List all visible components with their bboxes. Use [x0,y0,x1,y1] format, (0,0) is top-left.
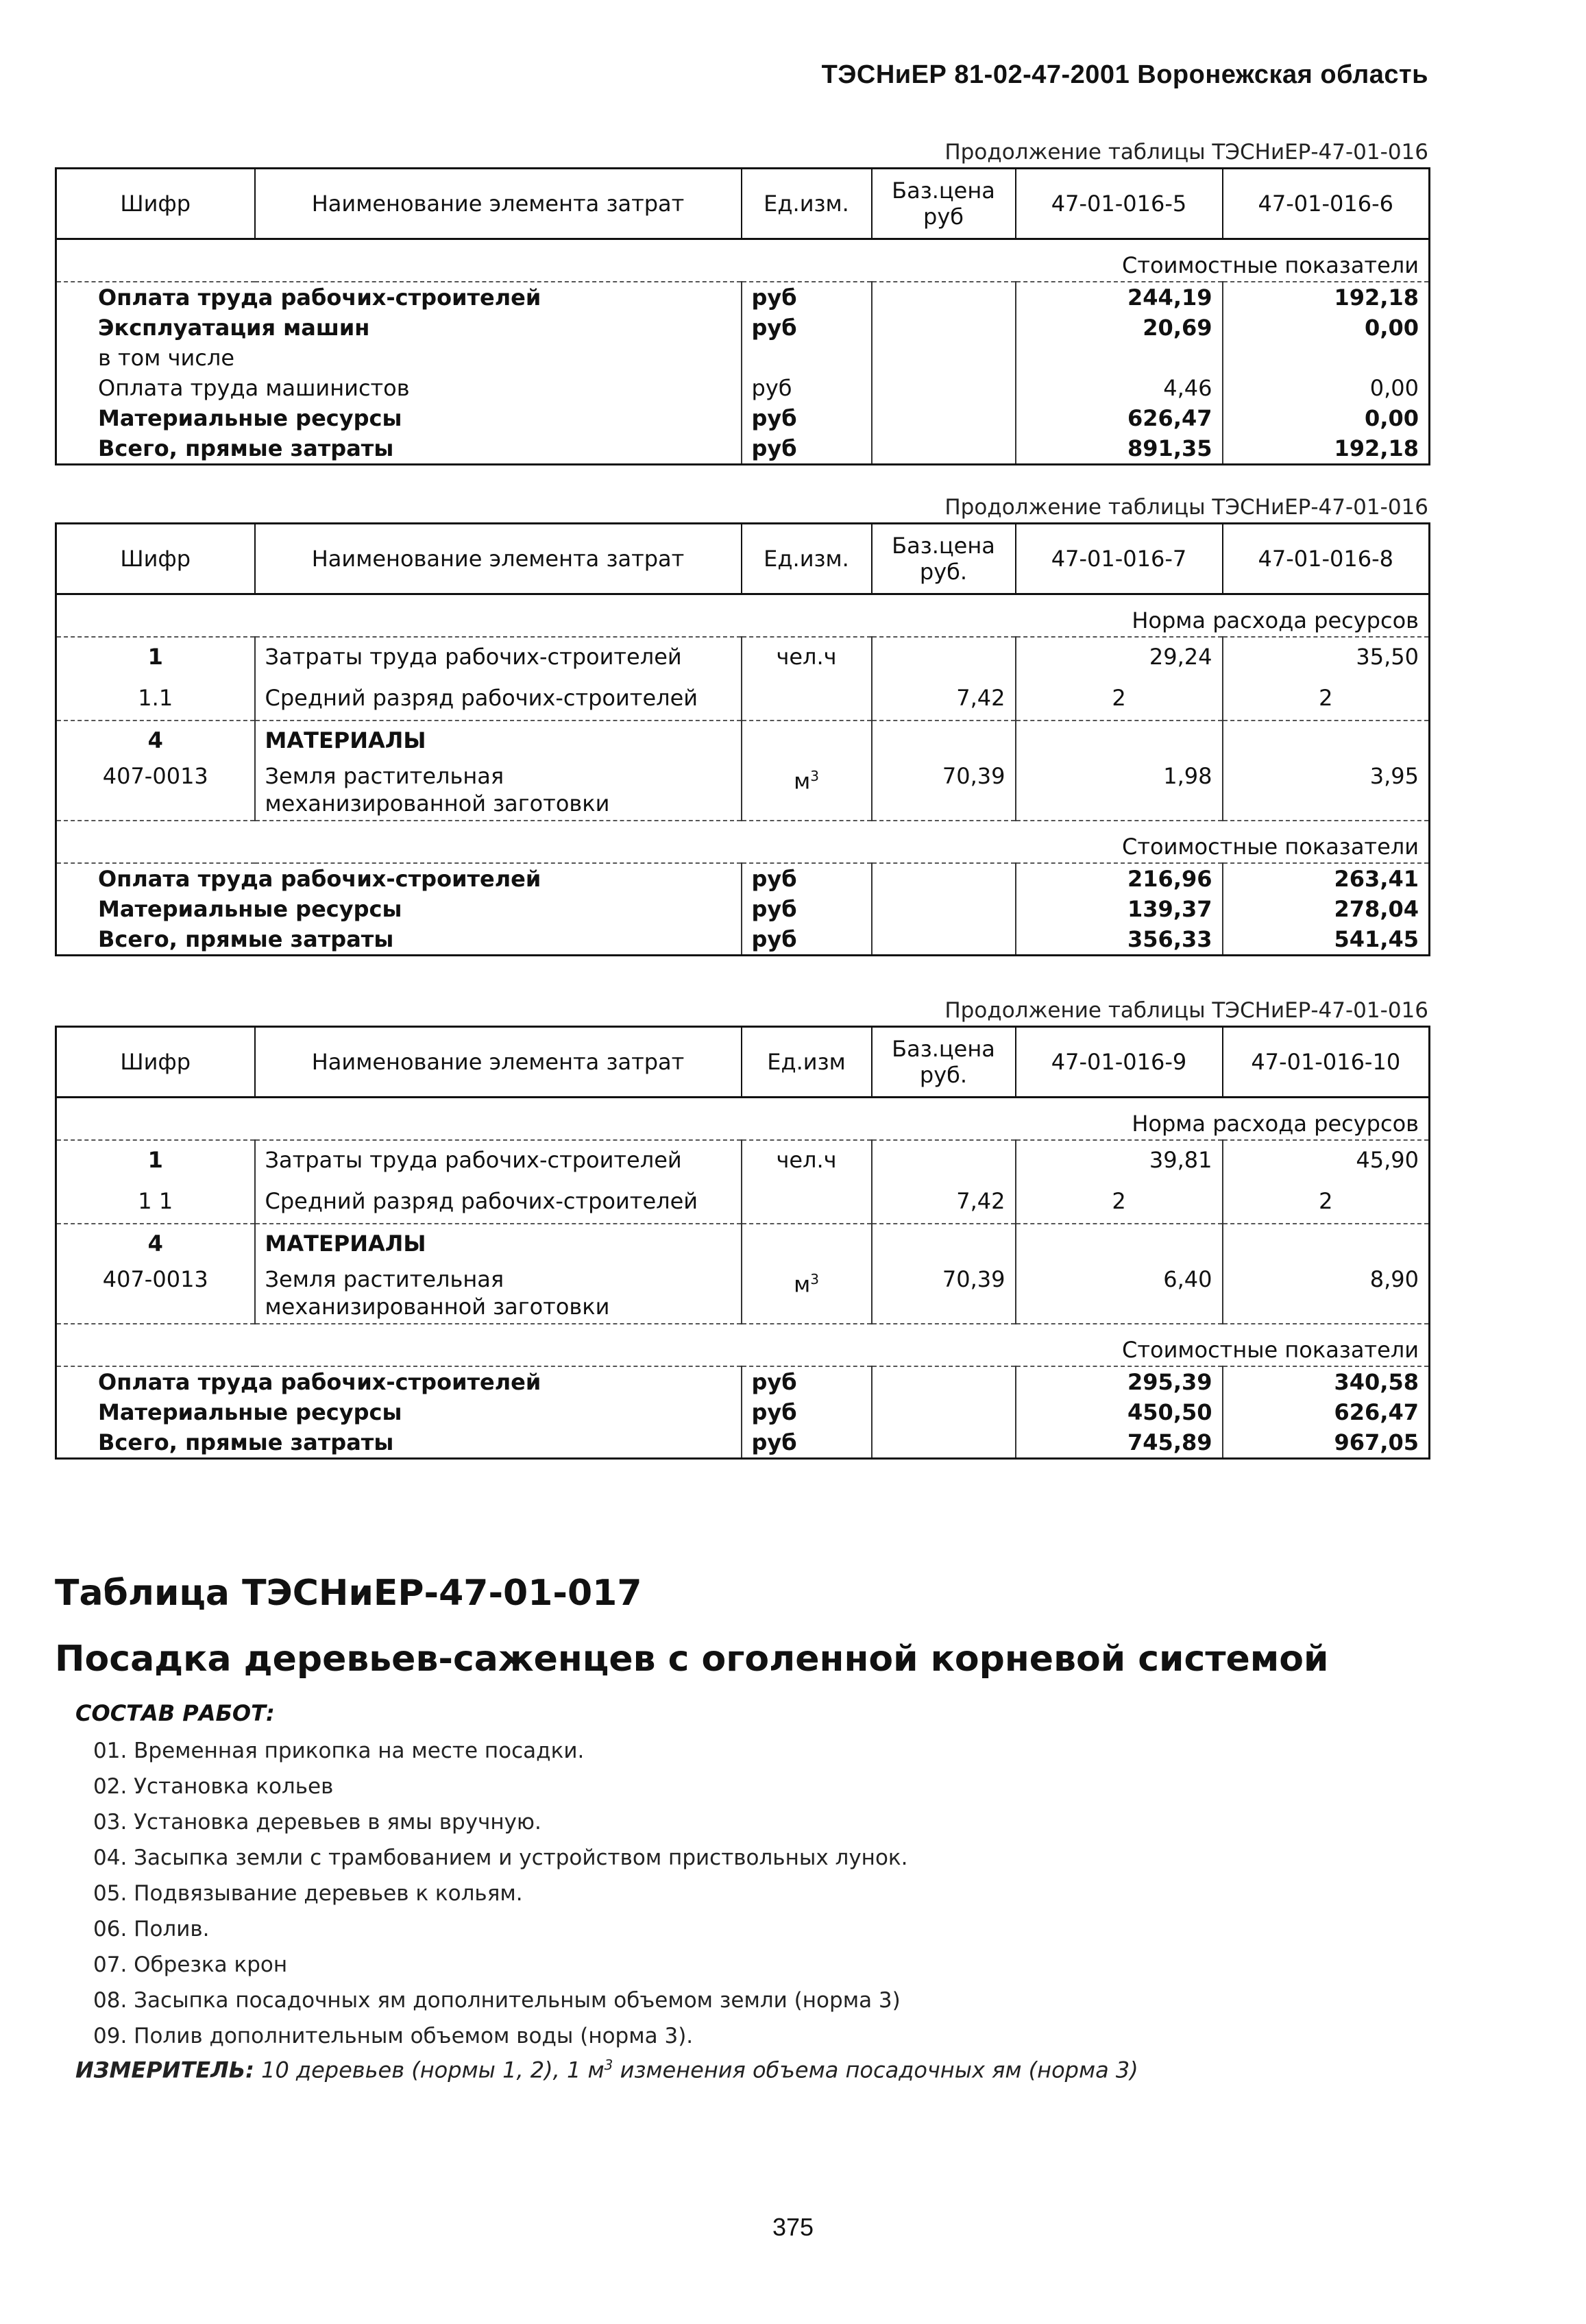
list-item: 07. Обрезка крон [93,1952,288,1977]
row-price [872,1224,1016,1266]
row-price [872,433,1016,465]
row-code: 407-0013 [56,762,255,821]
table [55,522,1430,956]
row-unit [742,679,872,721]
row-value-a [1016,721,1223,762]
section-label: Норма расхода ресурсов [56,594,1430,638]
unit-text: м [794,1271,811,1298]
row-unit: руб [742,1427,872,1459]
row-unit: руб [742,894,872,924]
row-value-a: 745,89 [1016,1427,1223,1459]
row-price [872,343,1016,373]
row-name: Оплата труда рабочих-строителей [56,1366,742,1397]
row-value-b: 541,45 [1223,924,1430,956]
col-header-code-b: 47-01-016-8 [1223,524,1430,594]
resource-table-016-7-8 [55,492,1428,956]
row-unit: руб [742,403,872,433]
row-unit: руб [742,1366,872,1397]
section-table-title: Таблица ТЭСНиЕР-47-01-017 [55,1573,642,1614]
table-row [56,762,1430,821]
list-item: 02. Установка кольев [93,1774,334,1799]
section-row-norm [56,1098,1430,1141]
row-price [872,373,1016,403]
table [55,167,1430,465]
row-price [872,863,1016,894]
col-header-unit: Ед.изм. [742,524,872,594]
row-value-a: 4,46 [1016,373,1223,403]
row-value-a: 1,98 [1016,762,1223,821]
works-heading: СОСТАВ РАБОТ: [75,1700,275,1726]
section-row-cost [56,239,1430,282]
row-value-a: 356,33 [1016,924,1223,956]
table-row [56,403,1430,433]
row-name: в том числе [56,343,742,373]
row-value-b: 0,00 [1223,313,1430,343]
row-unit: руб [742,863,872,894]
col-header-code: Шифр [56,1027,255,1098]
table-row [56,637,1430,679]
measurer-text-a: 10 деревьев (нормы 1, 2), 1 м [261,2057,605,2083]
row-price [872,637,1016,679]
row-name: Эксплуатация машин [56,313,742,343]
unit-text: м [794,768,811,795]
row-name: Оплата труда рабочих-строителей [56,282,742,313]
row-unit: руб [742,373,872,403]
row-value-a: 450,50 [1016,1397,1223,1427]
row-unit [742,1266,872,1324]
row-price [872,924,1016,956]
col-header-unit: Ед.изм [742,1027,872,1098]
col-header-name: Наименование элемента затрат [255,524,742,594]
row-value-a: 295,39 [1016,1366,1223,1397]
page-header: ТЭСНиЕР 81-02-47-2001 Воронежская область [821,60,1428,89]
row-name: Материальные ресурсы [56,1397,742,1427]
table-row [56,1182,1430,1224]
row-value-b: 45,90 [1223,1140,1430,1182]
row-value-a: 6,40 [1016,1266,1223,1324]
col-header-code-a: 47-01-016-5 [1016,169,1223,239]
list-item: 08. Засыпка посадочных ям дополнительным объемом земли (норма 3) [93,1988,901,2013]
table-row [56,1397,1430,1427]
table-caption: Продолжение таблицы ТЭСНиЕР-47-01-016 [944,140,1428,165]
row-unit: руб [742,313,872,343]
col-header-name: Наименование элемента затрат [255,1027,742,1098]
cost-table-016-5-6 [55,137,1428,465]
row-name: Оплата труда рабочих-строителей [56,863,742,894]
table-row [56,1224,1430,1266]
row-value-a: 626,47 [1016,403,1223,433]
row-name: МАТЕРИАЛЫ [255,721,742,762]
row-name: Оплата труда машинистов [56,373,742,403]
list-item: 01. Временная прикопка на месте посадки. [93,1739,585,1763]
table-row [56,313,1430,343]
table-header-row [56,169,1430,239]
list-item: 06. Полив. [93,1917,210,1941]
row-code: 4 [56,721,255,762]
row-unit [742,343,872,373]
row-unit [742,762,872,821]
col-header-code-b: 47-01-016-10 [1223,1027,1430,1098]
row-value-b [1223,721,1430,762]
col-header-code-a: 47-01-016-9 [1016,1027,1223,1098]
row-name: Затраты труда рабочих-строителей [255,1140,742,1182]
row-price [872,282,1016,313]
table-row [56,1427,1430,1459]
table-row [56,721,1430,762]
col-header-price: Баз.цена руб [872,169,1016,239]
row-value-a: 39,81 [1016,1140,1223,1182]
row-value-b: 3,95 [1223,762,1430,821]
unit-sup: 3 [810,768,819,784]
works-composition [75,1700,1446,2054]
row-value-a: 244,19 [1016,282,1223,313]
row-value-a: 891,35 [1016,433,1223,465]
col-header-code: Шифр [56,169,255,239]
table-row [56,894,1430,924]
row-name: Средний разряд рабочих-строителей [255,679,742,721]
measurer-label: ИЗМЕРИТЕЛЬ: [75,2057,254,2083]
row-price [872,313,1016,343]
row-value-b: 192,18 [1223,433,1430,465]
table-header-row [56,524,1430,594]
row-name: Всего, прямые затраты [56,924,742,956]
section-label: Стоимостные показатели [56,821,1430,863]
table [55,1026,1430,1460]
table-row [56,1140,1430,1182]
table-row [56,924,1430,956]
table-row [56,863,1430,894]
row-value-b: 8,90 [1223,1266,1430,1324]
row-name: Материальные ресурсы [56,894,742,924]
row-value-b: 263,41 [1223,863,1430,894]
col-header-price: Баз.цена руб. [872,524,1016,594]
row-value-b: 35,50 [1223,637,1430,679]
col-header-name: Наименование элемента затрат [255,169,742,239]
row-price [872,403,1016,433]
table-row [56,282,1430,313]
row-name: Всего, прямые затраты [56,1427,742,1459]
section-label: Стоимостные показатели [56,239,1430,282]
col-header-code-a: 47-01-016-7 [1016,524,1223,594]
row-unit [742,721,872,762]
row-value-a [1016,343,1223,373]
row-value-a [1016,1224,1223,1266]
row-code: 1 [56,1140,255,1182]
row-unit [742,1224,872,1266]
row-value-a: 2 [1016,1182,1223,1224]
col-header-code-b: 47-01-016-6 [1223,169,1430,239]
row-code: 1 1 [56,1182,255,1224]
row-name: Средний разряд рабочих-строителей [255,1182,742,1224]
col-header-code: Шифр [56,524,255,594]
table-row [56,1266,1430,1324]
row-value-a: 29,24 [1016,637,1223,679]
section-row-norm [56,594,1430,638]
row-value-b [1223,343,1430,373]
measurer-sup: 3 [604,2057,613,2073]
page-number: 375 [772,2213,814,2241]
resource-table-016-9-10 [55,995,1428,1460]
row-value-b [1223,1224,1430,1266]
row-code: 1.1 [56,679,255,721]
row-value-a: 20,69 [1016,313,1223,343]
row-price [872,1427,1016,1459]
row-value-a: 216,96 [1016,863,1223,894]
row-unit: руб [742,924,872,956]
section-table-subtitle: Посадка деревьев-саженцев с оголенной корневой системой [55,1638,1329,1680]
row-unit: руб [742,433,872,465]
row-unit: чел.ч [742,637,872,679]
row-value-b: 192,18 [1223,282,1430,313]
list-item: 05. Подвязывание деревьев к кольям. [93,1881,523,1906]
row-value-a: 139,37 [1016,894,1223,924]
table-row [56,343,1430,373]
section-label: Норма расхода ресурсов [56,1098,1430,1141]
row-price [872,1397,1016,1427]
col-header-unit: Ед.изм. [742,169,872,239]
row-code: 4 [56,1224,255,1266]
row-value-b: 278,04 [1223,894,1430,924]
row-name: Материальные ресурсы [56,403,742,433]
row-price: 7,42 [872,1182,1016,1224]
row-value-b: 340,58 [1223,1366,1430,1397]
row-unit: чел.ч [742,1140,872,1182]
section-label: Стоимостные показатели [56,1324,1430,1366]
row-name: Затраты труда рабочих-строителей [255,637,742,679]
col-header-price: Баз.цена руб. [872,1027,1016,1098]
row-price: 7,42 [872,679,1016,721]
table-row [56,1366,1430,1397]
list-item: 09. Полив дополнительным объемом воды (норма 3). [93,2024,694,2048]
row-unit: руб [742,282,872,313]
row-value-b: 2 [1223,1182,1430,1224]
row-name: Земля растительная механизированной заготовки [255,762,742,821]
row-price: 70,39 [872,1266,1016,1324]
table-caption: Продолжение таблицы ТЭСНиЕР-47-01-016 [944,998,1428,1023]
row-value-b: 0,00 [1223,373,1430,403]
row-value-b: 0,00 [1223,403,1430,433]
row-name: Земля растительная механизированной заготовки [255,1266,742,1324]
table-row [56,433,1430,465]
row-price: 70,39 [872,762,1016,821]
row-name: МАТЕРИАЛЫ [255,1224,742,1266]
row-name: Всего, прямые затраты [56,433,742,465]
row-price [872,721,1016,762]
row-value-b: 626,47 [1223,1397,1430,1427]
row-value-b: 967,05 [1223,1427,1430,1459]
list-item: 04. Засыпка земли с трамбованием и устройством приствольных лунок. [93,1845,908,1870]
measurer-line [75,2057,1138,2083]
measurer-text-b: изменения объема посадочных ям (норма 3) [613,2057,1138,2083]
table-row [56,373,1430,403]
section-row-cost [56,821,1430,863]
row-price [872,1140,1016,1182]
table-row [56,679,1430,721]
section-row-cost [56,1324,1430,1366]
list-item: 03. Установка деревьев в ямы вручную. [93,1810,541,1835]
table-caption: Продолжение таблицы ТЭСНиЕР-47-01-016 [944,495,1428,520]
row-code: 1 [56,637,255,679]
row-unit: руб [742,1397,872,1427]
table-header-row [56,1027,1430,1098]
row-unit [742,1182,872,1224]
row-code: 407-0013 [56,1266,255,1324]
row-value-a: 2 [1016,679,1223,721]
row-price [872,894,1016,924]
unit-sup: 3 [810,1271,819,1287]
row-price [872,1366,1016,1397]
row-value-b: 2 [1223,679,1430,721]
